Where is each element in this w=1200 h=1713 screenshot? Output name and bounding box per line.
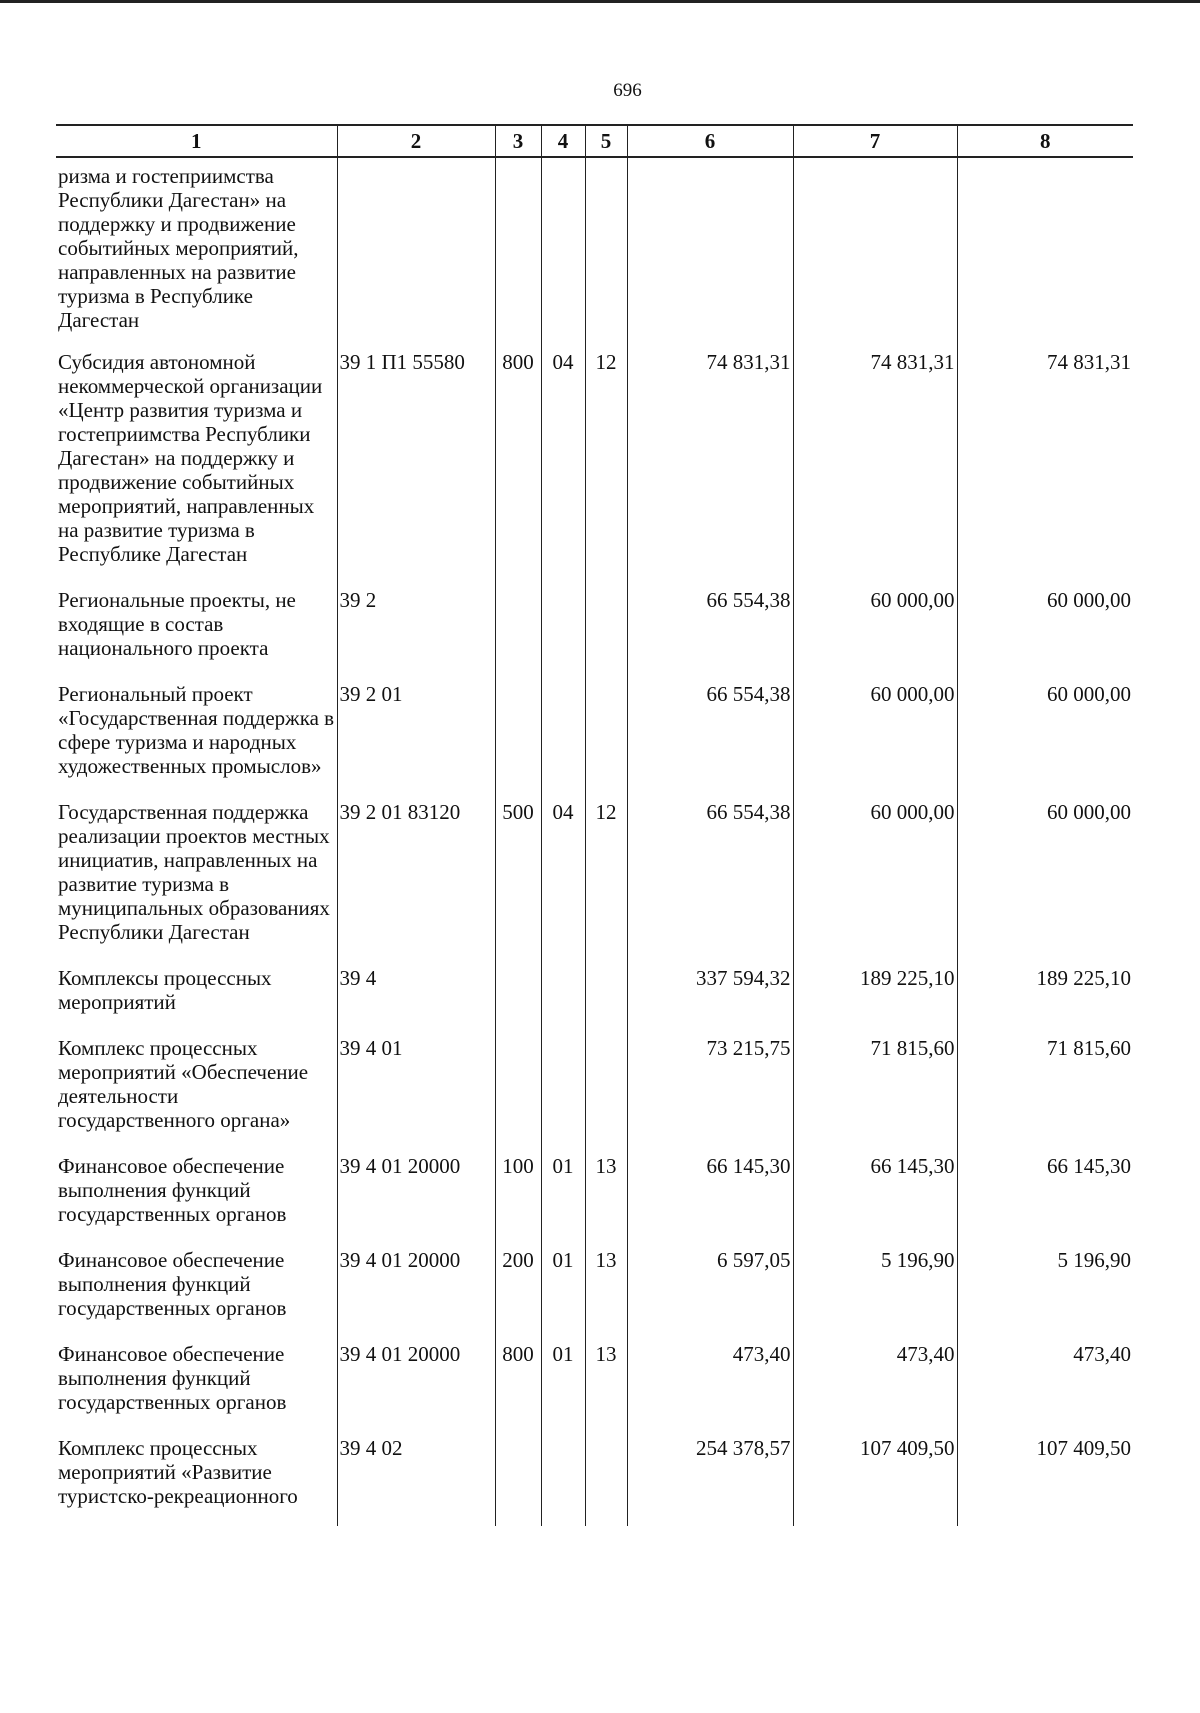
header-col-8: 8 (957, 125, 1133, 157)
row-col5: 13 (585, 1342, 627, 1436)
row-value-8: 107 409,50 (957, 1436, 1133, 1526)
row-value-7: 66 145,30 (793, 1154, 957, 1248)
row-col3 (495, 588, 541, 682)
row-value-8: 60 000,00 (957, 800, 1133, 966)
row-code: 39 2 01 (337, 682, 495, 800)
row-name: Финансовое обеспечение выполнения функций государственных органов (56, 1154, 337, 1248)
row-value-7: 71 815,60 (793, 1036, 957, 1154)
row-col3: 100 (495, 1154, 541, 1248)
row-value-7: 189 225,10 (793, 966, 957, 1036)
row-value-7: 60 000,00 (793, 682, 957, 800)
row-col4: 01 (541, 1154, 585, 1248)
row-name: Региональный проект «Государственная поддержка в сфере туризма и народных художественных промыслов» (56, 682, 337, 800)
top-border-line (0, 0, 1200, 3)
table-row (56, 800, 1133, 966)
row-col4 (541, 682, 585, 800)
row-col4: 01 (541, 1342, 585, 1436)
table-row (56, 588, 1133, 682)
row-col5: 13 (585, 1154, 627, 1248)
row-col5 (585, 157, 627, 350)
row-col5: 13 (585, 1248, 627, 1342)
row-value-7: 107 409,50 (793, 1436, 957, 1526)
row-code: 39 4 (337, 966, 495, 1036)
row-col3: 500 (495, 800, 541, 966)
row-name: Региональные проекты, не входящие в состав национального проекта (56, 588, 337, 682)
row-value-7: 473,40 (793, 1342, 957, 1436)
row-code: 39 4 01 20000 (337, 1248, 495, 1342)
table-row (56, 350, 1133, 588)
row-col4 (541, 588, 585, 682)
header-col-3: 3 (495, 125, 541, 157)
budget-table (56, 124, 1133, 1526)
row-col3 (495, 1036, 541, 1154)
row-name: Государственная поддержка реализации проектов местных инициатив, направленных на развитие туризма в муниципальных образованиях Республики Дагестан (56, 800, 337, 966)
row-value-6: 6 597,05 (627, 1248, 793, 1342)
row-value-7: 74 831,31 (793, 350, 957, 588)
row-value-6 (627, 157, 793, 350)
table-row (56, 157, 1133, 350)
row-col4: 04 (541, 350, 585, 588)
row-value-8: 189 225,10 (957, 966, 1133, 1036)
row-col5: 12 (585, 350, 627, 588)
row-value-8: 473,40 (957, 1342, 1133, 1436)
header-col-5: 5 (585, 125, 627, 157)
row-code: 39 4 02 (337, 1436, 495, 1526)
row-col5: 12 (585, 800, 627, 966)
row-col4 (541, 157, 585, 350)
row-value-8: 5 196,90 (957, 1248, 1133, 1342)
row-name: Субсидия автономной некоммерческой организации «Центр развития туризма и гостеприимства Республики Дагестан» на поддержку и продвижение событийных мероприятий, направленных на развитие туризма в Республике Дагестан (56, 350, 337, 588)
row-value-6: 473,40 (627, 1342, 793, 1436)
row-code: 39 2 (337, 588, 495, 682)
row-col3 (495, 966, 541, 1036)
header-col-4: 4 (541, 125, 585, 157)
row-col4: 01 (541, 1248, 585, 1342)
table-row (56, 1248, 1133, 1342)
row-name: Комплекс процессных мероприятий «Обеспечение деятельности государственного органа» (56, 1036, 337, 1154)
row-value-8 (957, 157, 1133, 350)
row-name: Комплекс процессных мероприятий «Развитие туристско-рекреационного (56, 1436, 337, 1526)
row-value-8: 60 000,00 (957, 682, 1133, 800)
row-col3 (495, 157, 541, 350)
row-col4: 04 (541, 800, 585, 966)
row-col3: 200 (495, 1248, 541, 1342)
header-col-7: 7 (793, 125, 957, 157)
row-name: Финансовое обеспечение выполнения функций государственных органов (56, 1342, 337, 1436)
row-col3 (495, 682, 541, 800)
row-code: 39 4 01 20000 (337, 1154, 495, 1248)
row-value-6: 66 554,38 (627, 682, 793, 800)
row-col4 (541, 1036, 585, 1154)
row-code: 39 4 01 20000 (337, 1342, 495, 1436)
row-col4 (541, 1436, 585, 1526)
table-header-row (56, 125, 1133, 157)
table-row (56, 682, 1133, 800)
row-code: 39 2 01 83120 (337, 800, 495, 966)
row-value-6: 74 831,31 (627, 350, 793, 588)
table-row (56, 1036, 1133, 1154)
row-name: Финансовое обеспечение выполнения функций государственных органов (56, 1248, 337, 1342)
header-col-6: 6 (627, 125, 793, 157)
row-value-8: 60 000,00 (957, 588, 1133, 682)
row-col5 (585, 588, 627, 682)
table-row (56, 1154, 1133, 1248)
row-value-6: 73 215,75 (627, 1036, 793, 1154)
table-row (56, 1342, 1133, 1436)
row-name: Комплексы процессных мероприятий (56, 966, 337, 1036)
page-number: 696 (613, 80, 642, 101)
row-value-8: 71 815,60 (957, 1036, 1133, 1154)
row-value-7: 60 000,00 (793, 588, 957, 682)
row-col3 (495, 1436, 541, 1526)
row-value-6: 66 145,30 (627, 1154, 793, 1248)
row-code: 39 1 П1 55580 (337, 350, 495, 588)
row-code: 39 4 01 (337, 1036, 495, 1154)
row-col4 (541, 966, 585, 1036)
row-value-6: 66 554,38 (627, 588, 793, 682)
row-value-8: 66 145,30 (957, 1154, 1133, 1248)
row-value-8: 74 831,31 (957, 350, 1133, 588)
header-col-1: 1 (56, 125, 337, 157)
row-value-7: 5 196,90 (793, 1248, 957, 1342)
row-value-6: 66 554,38 (627, 800, 793, 966)
row-col3: 800 (495, 350, 541, 588)
row-col3: 800 (495, 1342, 541, 1436)
table-row (56, 966, 1133, 1036)
row-col5 (585, 966, 627, 1036)
row-value-6: 337 594,32 (627, 966, 793, 1036)
row-value-7: 60 000,00 (793, 800, 957, 966)
row-col5 (585, 1036, 627, 1154)
table-row (56, 1436, 1133, 1526)
row-code (337, 157, 495, 350)
header-col-2: 2 (337, 125, 495, 157)
row-name: ризма и гостеприимства Республики Дагестан» на поддержку и продвижение событийных мероприятий, направленных на развитие туризма в Республике Дагестан (56, 157, 337, 350)
row-value-7 (793, 157, 957, 350)
row-value-6: 254 378,57 (627, 1436, 793, 1526)
row-col5 (585, 1436, 627, 1526)
row-col5 (585, 682, 627, 800)
